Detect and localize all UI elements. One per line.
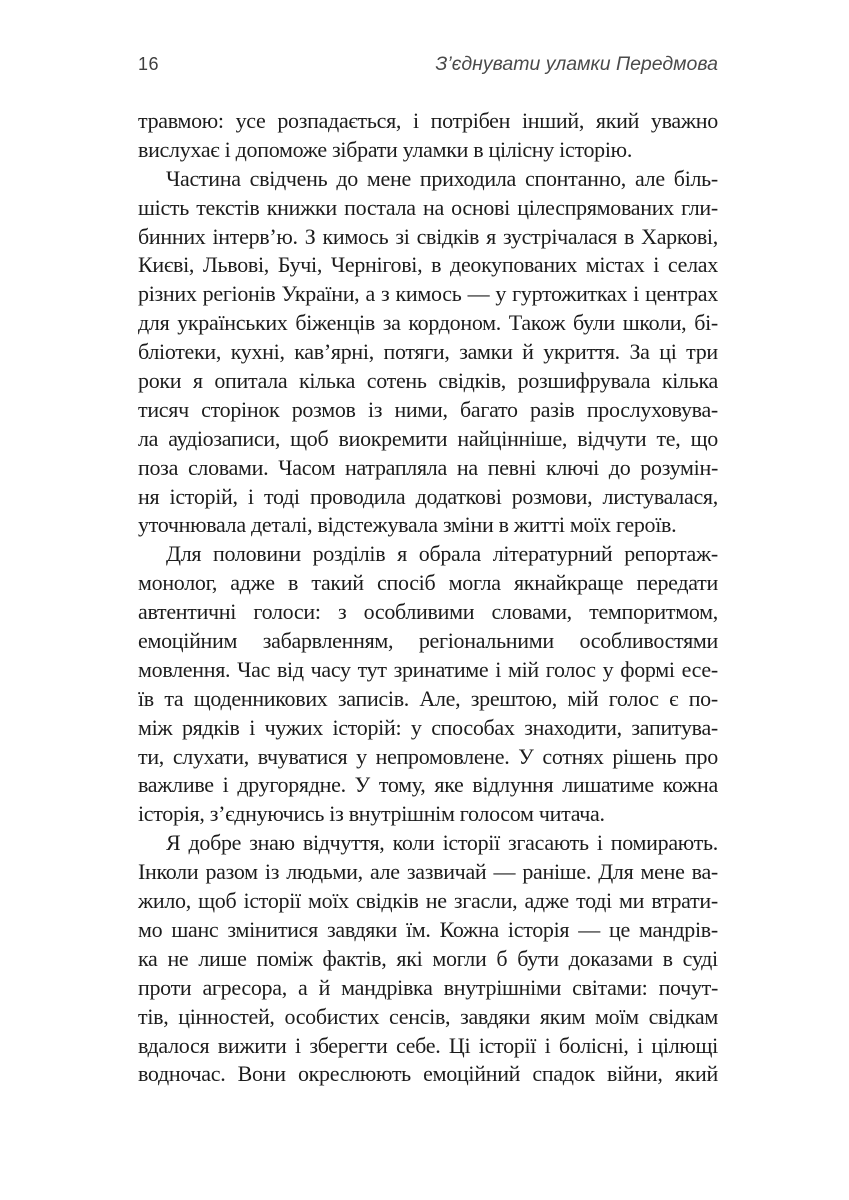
- running-title: З’єднувати уламки Передмова: [435, 53, 718, 75]
- text-line: Частина свідчень до мене приходила спонтанно, але біль-: [166, 165, 718, 191]
- text-line: монолог, адже в такий спосіб могла якнайкраще передати: [138, 570, 718, 596]
- text-line: травмою: усе розпадається, і потрібен інший, який уважно: [138, 108, 718, 133]
- text-line: Я добре знаю відчуття, коли історії згасають і помирають.: [166, 830, 718, 856]
- text-line: для українських біженців за кордоном. Також були школи, бі-: [138, 310, 718, 336]
- text-line: тисяч сторінок розмов із ними, багато разів прослуховува-: [138, 396, 718, 422]
- text-line: поза словами. Часом натрапляла на певні ключі до розумін-: [138, 454, 718, 480]
- text-line: автентичні голоси: з особливими словами, темпоритмом,: [138, 599, 718, 625]
- text-line: водночас. Вони окреслюють емоційний спадок війни, який: [138, 1061, 718, 1087]
- text-line: бліотеки, кухні, кав’ярні, потяги, замки й укриття. За ці три: [138, 339, 718, 365]
- text-line: проти агресора, а й мандрівка внутрішніми світами: почут-: [138, 974, 718, 1000]
- text-line: вислухає і допоможе зібрати уламки в цілісну історію.: [138, 136, 633, 162]
- text-line: Для половини розділів я обрала літературний репортаж-: [166, 541, 718, 567]
- text-line: Києві, Львові, Бучі, Чернігові, в деокупованих містах і селах: [138, 252, 718, 278]
- text-line: ня історій, і тоді проводила додаткові розмови, листувалася,: [138, 483, 718, 509]
- text-line: жило, щоб історії моїх свідків не згасли, адже тоді ми втрати-: [138, 888, 718, 914]
- page-number: 16: [138, 54, 160, 74]
- text-line: уточнювала деталі, відстежувала зміни в житті моїх героїв.: [138, 512, 677, 538]
- text-line: ла аудіозаписи, щоб виокремити найцінніше, відчути те, що: [138, 425, 718, 451]
- text-line: бинних інтерв’ю. З кимось зі свідків я зустрічалася в Харкові,: [138, 223, 718, 249]
- text-line: різних регіонів України, а з кимось — у гуртожитках і центрах: [138, 281, 718, 307]
- page-header: [138, 53, 718, 76]
- text-line: ти, слухати, вчуватися у непромовлене. У сотнях рішень про: [138, 743, 718, 769]
- text-line: мо шанс змінитися завдяки їм. Кожна історія — це мандрів-: [138, 916, 718, 942]
- text-line: важливе і другорядне. У тому, яке відлуння лишатиме кожна: [138, 772, 718, 798]
- text-line: тів, цінностей, особистих сенсів, завдяки яким моїм свідкам: [138, 1003, 718, 1029]
- text-line: між рядків і чужих історій: у способах знаходити, запитува-: [138, 714, 718, 740]
- body-text: [138, 107, 718, 1089]
- text-line: їв та щоденникових записів. Але, зрештою, мій голос є по-: [138, 685, 718, 711]
- text-line: ка не лише поміж фактів, які могли б бути доказами в суді: [138, 945, 718, 971]
- text-line: історія, з’єднуючись із внутрішнім голосом читача.: [138, 801, 605, 827]
- text-line: роки я опитала кілька сотень свідків, розшифрувала кілька: [138, 368, 718, 394]
- text-line: емоційним забарвленням, регіональними особливостями: [138, 628, 718, 654]
- text-line: Інколи разом із людьми, але зазвичай — раніше. Для мене ва-: [138, 859, 718, 885]
- text-line: вдалося вижити і зберегти себе. Ці історії і болісні, і цілющі: [138, 1032, 718, 1058]
- text-line: шість текстів книжки постала на основі цілеспрямованих гли-: [138, 194, 718, 220]
- text-line: мовлення. Час від часу тут зринатиме і мій голос у формі есе-: [138, 656, 718, 682]
